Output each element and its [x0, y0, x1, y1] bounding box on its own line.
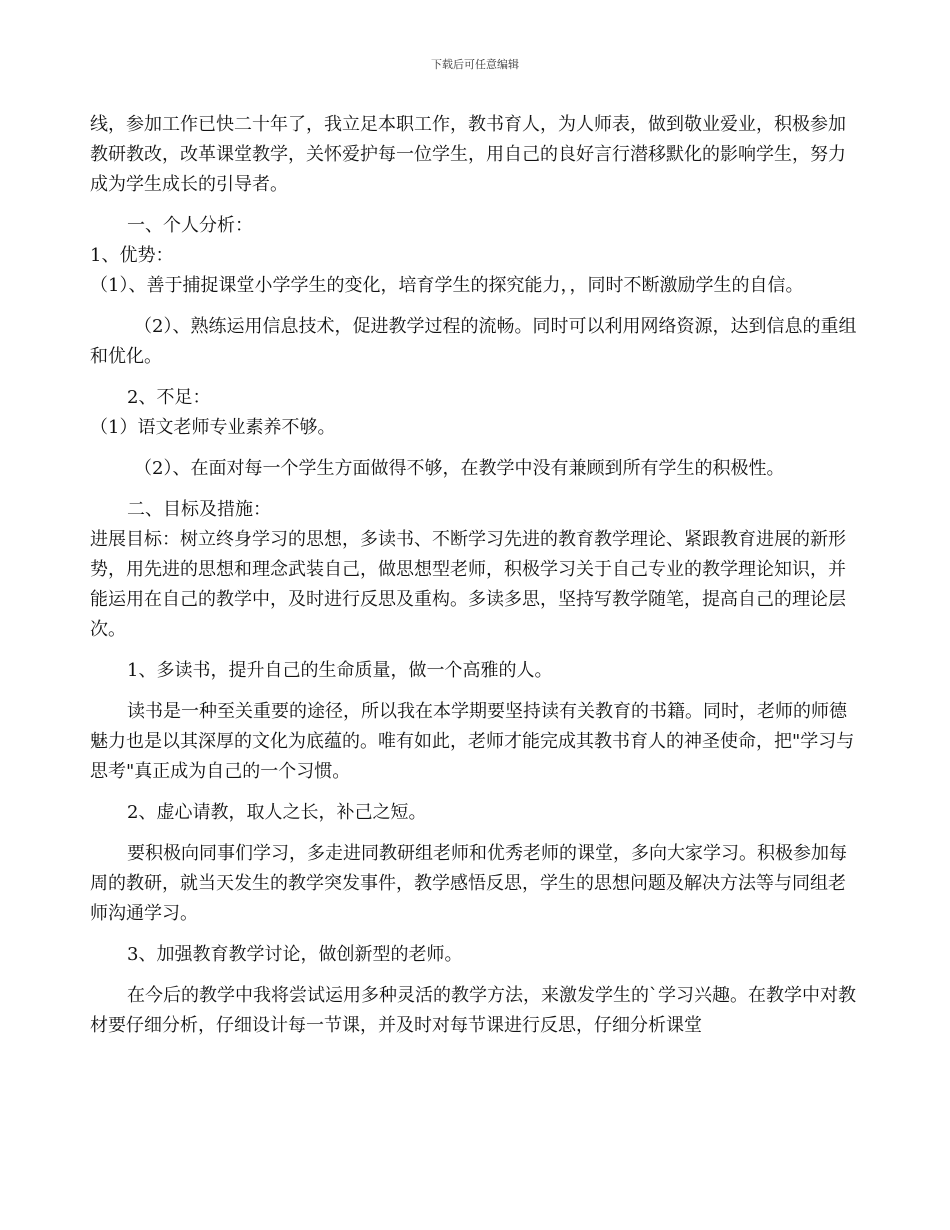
document-body	[90, 110, 860, 1041]
page-header: 下载后可任意编辑	[431, 58, 519, 71]
heading-read-more: 1、多读书，提升自己的生命质量，做一个高雅的人。	[127, 660, 553, 681]
paragraph-strength-2: （2）、熟练运用信息技术，促进教学过程的流畅。同时可以利用网络资源，达到信息的重组和优化。	[90, 316, 857, 367]
heading-learn-from-others: 2、虚心请教，取人之长，补己之短。	[127, 802, 427, 823]
subheading-weaknesses: 2、不足：	[127, 387, 211, 408]
subheading-strengths: 1、优势：	[90, 245, 174, 266]
paragraph-read-more: 读书是一种至关重要的途径，所以我在本学期要坚持读有关教育的书籍。同时，老师的师德魅力也是以其深厚的文化为底蕴的。唯有如此，老师才能完成其教书育人的神圣使命，把"学习与思考"真正成为自己的一个习惯。	[90, 701, 855, 782]
paragraph-intro: 线，参加工作已快二十年了，我立足本职工作，教书育人，为人师表，做到敬业爱业，积极参加教研教改，改革课堂教学，关怀爱护每一位学生，用自己的良好言行潜移默化的影响学生，努力成为学生成长的引导者。	[90, 114, 846, 195]
heading-goals-measures: 二、目标及措施：	[127, 499, 271, 520]
paragraph-strength-1: （1）、善于捕捉课堂小学学生的变化，培育学生的探究能力，，同时不断激励学生的自信。	[90, 275, 804, 296]
paragraph-weakness-2: （2）、在面对每一个学生方面做得不够，在教学中没有兼顾到所有学生的积极性。	[134, 458, 785, 479]
heading-teaching-research: 3、加强教育教学讨论，做创新型的老师。	[127, 944, 463, 965]
paragraph-teaching-research: 在今后的教学中我将尝试运用多种灵活的教学方法，来激发学生的`学习兴趣。在教学中对教材要仔细分析，仔细设计每一节课，并及时对每节课进行反思，仔细分析课堂	[90, 985, 856, 1036]
paragraph-development-goal: 进展目标：树立终身学习的思想，多读书、不断学习先进的教育教学理论、紧跟教育进展的新形势，用先进的思想和理念武装自己，做思想型老师，积极学习关于自己专业的教学理论知识，并能运用在自己的教学中，及时进行反思及重构。多读多思，坚持写教学随笔，提高自己的理论层次。	[90, 529, 846, 640]
paragraph-weakness-1: （1）语文老师专业素养不够。	[90, 417, 336, 438]
heading-personal-analysis: 一、个人分析：	[127, 215, 253, 236]
paragraph-learn-from-others: 要积极向同事们学习，多走进同教研组老师和优秀老师的课堂，多向大家学习。积极参加每周的教研，就当天发生的教学突发事件，教学感悟反思，学生的思想问题及解决方法等与同组老师沟通学习。	[90, 843, 847, 924]
